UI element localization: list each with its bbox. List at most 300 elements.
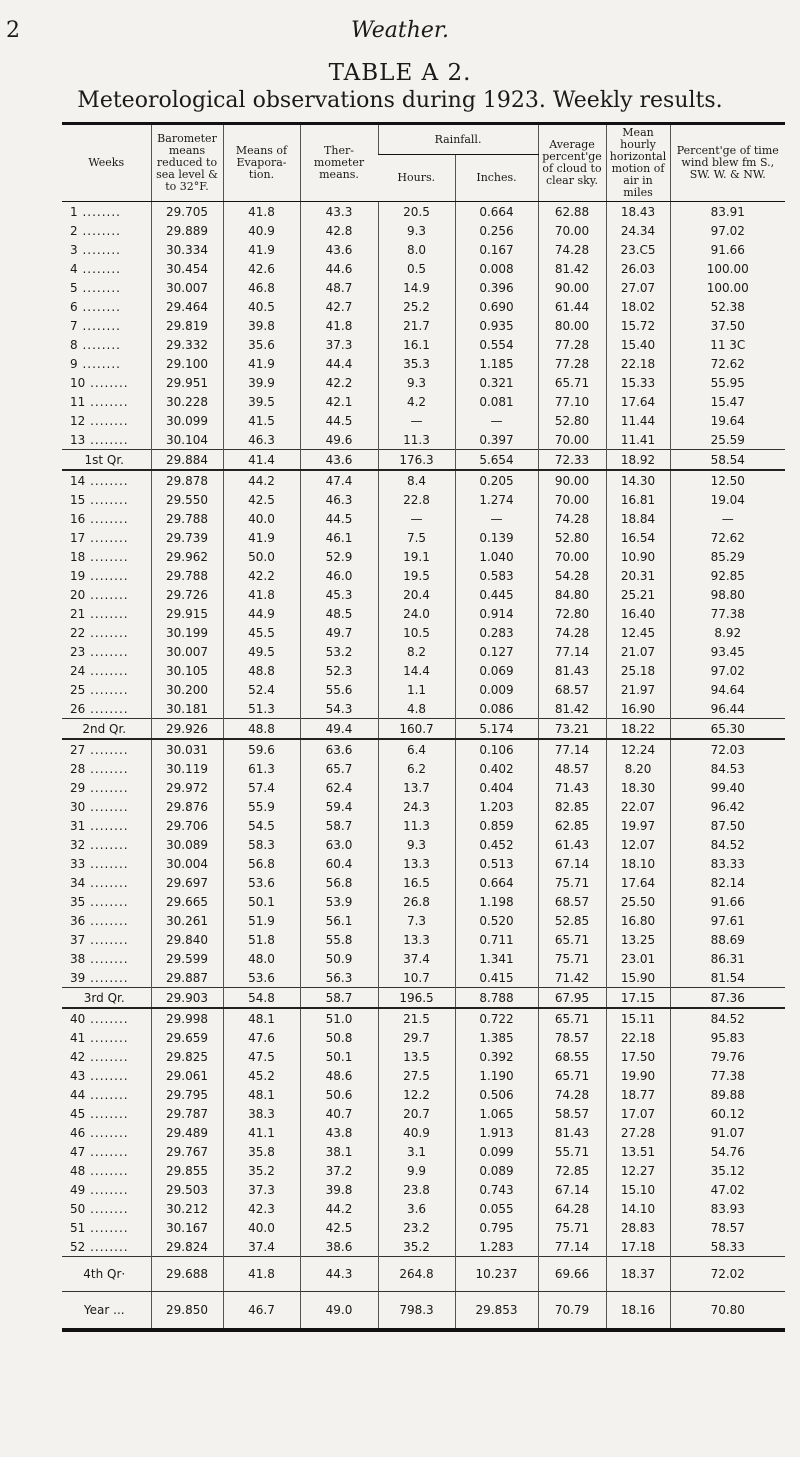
rain-hours-cell: 40.9 xyxy=(378,1123,455,1142)
table-row xyxy=(62,816,785,835)
table-row xyxy=(62,623,785,642)
cloud-cell: 78.57 xyxy=(538,1028,606,1047)
rain-hours-cell: 264.8 xyxy=(378,1257,455,1292)
week-label: 20 ..... xyxy=(62,585,151,604)
evaporation-cell: 40.0 xyxy=(223,509,300,528)
week-label: 3rd Qr. xyxy=(62,988,151,1009)
rain-inches-cell: 0.711 xyxy=(455,930,538,949)
table-row xyxy=(62,854,785,873)
table-row xyxy=(62,1123,785,1142)
cloud-cell: 77.28 xyxy=(538,354,606,373)
week-label: 2nd Qr. xyxy=(62,719,151,740)
evaporation-cell: 52.4 xyxy=(223,680,300,699)
wind-motion-cell: 26.03 xyxy=(606,259,670,278)
thermometer-cell: 56.8 xyxy=(300,873,378,892)
barometer-cell: 29.998 xyxy=(151,1008,223,1028)
rain-inches-cell: 0.089 xyxy=(455,1161,538,1180)
wind-percent-cell: 25.59 xyxy=(670,430,785,450)
evaporation-cell: 35.2 xyxy=(223,1161,300,1180)
week-label: 47 ..... xyxy=(62,1142,151,1161)
rain-hours-cell: 7.5 xyxy=(378,528,455,547)
cloud-cell: 64.28 xyxy=(538,1199,606,1218)
rain-hours-cell: 176.3 xyxy=(378,450,455,471)
evaporation-cell: 41.5 xyxy=(223,411,300,430)
wind-motion-cell: 12.24 xyxy=(606,739,670,759)
evaporation-cell: 42.3 xyxy=(223,1199,300,1218)
thermometer-cell: 65.7 xyxy=(300,759,378,778)
evaporation-cell: 49.5 xyxy=(223,642,300,661)
cloud-cell: 81.42 xyxy=(538,699,606,719)
barometer-cell: 29.903 xyxy=(151,988,223,1009)
wind-motion-cell: 16.90 xyxy=(606,699,670,719)
week-label: 1st Qr. xyxy=(62,450,151,471)
barometer-cell: 29.697 xyxy=(151,873,223,892)
rain-hours-cell: 13.3 xyxy=(378,930,455,949)
table-row xyxy=(62,1161,785,1180)
wind-percent-cell: 82.14 xyxy=(670,873,785,892)
rain-hours-cell: 14.9 xyxy=(378,278,455,297)
thermometer-cell: 50.1 xyxy=(300,1047,378,1066)
cloud-cell: 52.80 xyxy=(538,411,606,430)
rain-inches-cell: 1.185 xyxy=(455,354,538,373)
thermometer-cell: 44.5 xyxy=(300,411,378,430)
table-row xyxy=(62,911,785,930)
cloud-cell: 67.14 xyxy=(538,1180,606,1199)
rain-inches-cell: 0.554 xyxy=(455,335,538,354)
wind-motion-cell: 17.15 xyxy=(606,988,670,1009)
rain-inches-cell: 0.086 xyxy=(455,699,538,719)
evaporation-cell: 41.9 xyxy=(223,528,300,547)
cloud-cell: 84.80 xyxy=(538,585,606,604)
rain-inches-cell: 0.452 xyxy=(455,835,538,854)
rain-hours-cell: 19.5 xyxy=(378,566,455,585)
table-row xyxy=(62,221,785,240)
wind-percent-cell: 58.33 xyxy=(670,1237,785,1257)
rain-hours-cell: 21.7 xyxy=(378,316,455,335)
barometer-cell: 29.825 xyxy=(151,1047,223,1066)
thermometer-cell: 43.8 xyxy=(300,1123,378,1142)
wind-percent-cell: 92.85 xyxy=(670,566,785,585)
wind-motion-cell: 15.40 xyxy=(606,335,670,354)
rain-inches-cell: 1.190 xyxy=(455,1066,538,1085)
rain-inches-cell: 0.127 xyxy=(455,642,538,661)
evaporation-cell: 41.8 xyxy=(223,585,300,604)
week-label: 18 ..... xyxy=(62,547,151,566)
evaporation-cell: 40.5 xyxy=(223,297,300,316)
evaporation-cell: 57.4 xyxy=(223,778,300,797)
rain-hours-cell: 23.8 xyxy=(378,1180,455,1199)
week-label: 45 ..... xyxy=(62,1104,151,1123)
wind-percent-cell: 47.02 xyxy=(670,1180,785,1199)
week-label: 26 ..... xyxy=(62,699,151,719)
table-subtitle: Meteorological observations during 1923. Weekly results. xyxy=(77,88,723,113)
wind-percent-cell: 8.92 xyxy=(670,623,785,642)
evaporation-cell: 47.6 xyxy=(223,1028,300,1047)
table-row xyxy=(62,430,785,450)
week-label: 1 ..... xyxy=(62,202,151,222)
rain-inches-cell: 0.392 xyxy=(455,1047,538,1066)
cloud-cell: 58.57 xyxy=(538,1104,606,1123)
rain-inches-cell: 0.167 xyxy=(455,240,538,259)
barometer-cell: 29.915 xyxy=(151,604,223,623)
wind-motion-cell: 16.40 xyxy=(606,604,670,623)
evaporation-cell: 48.0 xyxy=(223,949,300,968)
wind-percent-cell: 77.38 xyxy=(670,604,785,623)
table-row xyxy=(62,278,785,297)
week-label: 25 ..... xyxy=(62,680,151,699)
evaporation-cell: 44.2 xyxy=(223,470,300,490)
observations-table-wrap xyxy=(62,122,785,1332)
wind-percent-cell: 19.04 xyxy=(670,490,785,509)
rain-inches-cell: 0.396 xyxy=(455,278,538,297)
rain-inches-cell: 0.520 xyxy=(455,911,538,930)
wind-motion-cell: 25.21 xyxy=(606,585,670,604)
barometer-cell: 29.972 xyxy=(151,778,223,797)
rain-hours-cell: 20.5 xyxy=(378,202,455,222)
thermometer-cell: 49.0 xyxy=(300,1292,378,1331)
wind-motion-cell: 13.51 xyxy=(606,1142,670,1161)
table-row xyxy=(62,1085,785,1104)
thermometer-cell: 44.4 xyxy=(300,354,378,373)
wind-motion-cell: 17.64 xyxy=(606,392,670,411)
rain-hours-cell: 798.3 xyxy=(378,1292,455,1331)
rain-inches-cell: 0.009 xyxy=(455,680,538,699)
week-label: 44 ..... xyxy=(62,1085,151,1104)
wind-percent-cell: 83.33 xyxy=(670,854,785,873)
evaporation-cell: 51.8 xyxy=(223,930,300,949)
wind-percent-cell: 93.45 xyxy=(670,642,785,661)
thermometer-cell: 50.6 xyxy=(300,1085,378,1104)
rain-hours-cell: — xyxy=(378,411,455,430)
barometer-cell: 29.889 xyxy=(151,221,223,240)
barometer-cell: 29.788 xyxy=(151,566,223,585)
table-row xyxy=(62,335,785,354)
evaporation-cell: 48.1 xyxy=(223,1008,300,1028)
table-row xyxy=(62,1047,785,1066)
header-thermometer: Ther-mometer means. xyxy=(300,124,378,202)
table-row xyxy=(62,949,785,968)
cloud-cell: 72.33 xyxy=(538,450,606,471)
barometer-cell: 30.007 xyxy=(151,642,223,661)
barometer-cell: 30.261 xyxy=(151,911,223,930)
rain-hours-cell: 22.8 xyxy=(378,490,455,509)
week-label: 16 ..... xyxy=(62,509,151,528)
table-row xyxy=(62,1028,785,1047)
cloud-cell: 52.80 xyxy=(538,528,606,547)
wind-percent-cell: 78.57 xyxy=(670,1218,785,1237)
rain-hours-cell: 0.5 xyxy=(378,259,455,278)
rain-hours-cell: 13.5 xyxy=(378,1047,455,1066)
wind-motion-cell: 15.90 xyxy=(606,968,670,988)
rain-hours-cell: 9.3 xyxy=(378,835,455,854)
barometer-cell: 29.876 xyxy=(151,797,223,816)
wind-motion-cell: 16.81 xyxy=(606,490,670,509)
barometer-cell: 29.100 xyxy=(151,354,223,373)
evaporation-cell: 41.4 xyxy=(223,450,300,471)
thermometer-cell: 52.9 xyxy=(300,547,378,566)
cloud-cell: 55.71 xyxy=(538,1142,606,1161)
wind-motion-cell: 8.20 xyxy=(606,759,670,778)
week-label: 17 ..... xyxy=(62,528,151,547)
barometer-cell: 29.705 xyxy=(151,202,223,222)
evaporation-cell: 54.8 xyxy=(223,988,300,1009)
evaporation-cell: 47.5 xyxy=(223,1047,300,1066)
table-row xyxy=(62,1104,785,1123)
wind-motion-cell: 12.07 xyxy=(606,835,670,854)
rain-hours-cell: 6.2 xyxy=(378,759,455,778)
evaporation-cell: 48.8 xyxy=(223,661,300,680)
wind-motion-cell: 17.50 xyxy=(606,1047,670,1066)
barometer-cell: 29.688 xyxy=(151,1257,223,1292)
header-wind-motion: Mean hourly horizontal motion of air in miles xyxy=(606,124,670,202)
rain-hours-cell: 8.4 xyxy=(378,470,455,490)
rain-inches-cell: 1.203 xyxy=(455,797,538,816)
cloud-cell: 77.10 xyxy=(538,392,606,411)
rain-inches-cell: 0.205 xyxy=(455,470,538,490)
barometer-cell: 29.599 xyxy=(151,949,223,968)
thermometer-cell: 56.1 xyxy=(300,911,378,930)
cloud-cell: 75.71 xyxy=(538,873,606,892)
wind-percent-cell: 91.66 xyxy=(670,892,785,911)
wind-motion-cell: 15.10 xyxy=(606,1180,670,1199)
wind-percent-cell: 91.07 xyxy=(670,1123,785,1142)
cloud-cell: 72.80 xyxy=(538,604,606,623)
table-row xyxy=(62,240,785,259)
week-label: 23 ..... xyxy=(62,642,151,661)
wind-percent-cell: 88.69 xyxy=(670,930,785,949)
rain-inches-cell: 5.174 xyxy=(455,719,538,740)
barometer-cell: 30.004 xyxy=(151,854,223,873)
rain-inches-cell: 0.008 xyxy=(455,259,538,278)
evaporation-cell: 45.5 xyxy=(223,623,300,642)
cloud-cell: 67.95 xyxy=(538,988,606,1009)
cloud-cell: 70.00 xyxy=(538,490,606,509)
rain-hours-cell: 9.3 xyxy=(378,373,455,392)
rain-hours-cell: 10.7 xyxy=(378,968,455,988)
rain-inches-cell: 0.664 xyxy=(455,873,538,892)
barometer-cell: 29.788 xyxy=(151,509,223,528)
wind-percent-cell: 85.29 xyxy=(670,547,785,566)
rain-hours-cell: 27.5 xyxy=(378,1066,455,1085)
barometer-cell: 29.665 xyxy=(151,892,223,911)
wind-percent-cell: 96.44 xyxy=(670,699,785,719)
barometer-cell: 29.962 xyxy=(151,547,223,566)
wind-motion-cell: 20.31 xyxy=(606,566,670,585)
evaporation-cell: 42.6 xyxy=(223,259,300,278)
year-total-row xyxy=(62,1292,785,1331)
evaporation-cell: 53.6 xyxy=(223,873,300,892)
rain-inches-cell: 1.274 xyxy=(455,490,538,509)
evaporation-cell: 41.9 xyxy=(223,240,300,259)
wind-percent-cell: 84.52 xyxy=(670,835,785,854)
thermometer-cell: 43.6 xyxy=(300,450,378,471)
rain-hours-cell: 4.2 xyxy=(378,392,455,411)
barometer-cell: 29.767 xyxy=(151,1142,223,1161)
week-label: 5 ..... xyxy=(62,278,151,297)
table-row xyxy=(62,759,785,778)
cloud-cell: 62.88 xyxy=(538,202,606,222)
wind-motion-cell: 18.37 xyxy=(606,1257,670,1292)
rain-hours-cell: 3.1 xyxy=(378,1142,455,1161)
table-row xyxy=(62,585,785,604)
table-row xyxy=(62,1142,785,1161)
thermometer-cell: 49.7 xyxy=(300,623,378,642)
rain-inches-cell: 0.722 xyxy=(455,1008,538,1028)
wind-percent-cell: 72.03 xyxy=(670,739,785,759)
rain-hours-cell: 24.0 xyxy=(378,604,455,623)
barometer-cell: 30.228 xyxy=(151,392,223,411)
barometer-cell: 30.099 xyxy=(151,411,223,430)
rain-hours-cell: 35.3 xyxy=(378,354,455,373)
table-row xyxy=(62,739,785,759)
thermometer-cell: 38.6 xyxy=(300,1237,378,1257)
wind-percent-cell: 58.54 xyxy=(670,450,785,471)
wind-percent-cell: 94.64 xyxy=(670,680,785,699)
barometer-cell: 30.334 xyxy=(151,240,223,259)
thermometer-cell: 53.2 xyxy=(300,642,378,661)
thermometer-cell: 49.6 xyxy=(300,430,378,450)
wind-percent-cell: 70.80 xyxy=(670,1292,785,1331)
cloud-cell: 74.28 xyxy=(538,1085,606,1104)
evaporation-cell: 41.8 xyxy=(223,1257,300,1292)
barometer-cell: 29.951 xyxy=(151,373,223,392)
table-row xyxy=(62,604,785,623)
rain-inches-cell: 0.402 xyxy=(455,759,538,778)
cloud-cell: 68.55 xyxy=(538,1047,606,1066)
wind-motion-cell: 18.43 xyxy=(606,202,670,222)
wind-motion-cell: 25.18 xyxy=(606,661,670,680)
wind-percent-cell: 83.93 xyxy=(670,1199,785,1218)
barometer-cell: 30.454 xyxy=(151,259,223,278)
thermometer-cell: 40.7 xyxy=(300,1104,378,1123)
wind-percent-cell: 84.52 xyxy=(670,1008,785,1028)
barometer-cell: 30.119 xyxy=(151,759,223,778)
week-label: 42 ..... xyxy=(62,1047,151,1066)
header-evaporation: Means of Evapora-tion. xyxy=(223,124,300,202)
cloud-cell: 65.71 xyxy=(538,930,606,949)
rain-hours-cell: 35.2 xyxy=(378,1237,455,1257)
rain-hours-cell: 23.2 xyxy=(378,1218,455,1237)
barometer-cell: 29.659 xyxy=(151,1028,223,1047)
wind-motion-cell: 19.97 xyxy=(606,816,670,835)
rain-hours-cell: 8.0 xyxy=(378,240,455,259)
cloud-cell: 80.00 xyxy=(538,316,606,335)
rain-hours-cell: 9.3 xyxy=(378,221,455,240)
evaporation-cell: 55.9 xyxy=(223,797,300,816)
wind-percent-cell: 77.38 xyxy=(670,1066,785,1085)
header-wind-percent: Percent'ge of time wind blew fm S., SW. W. & NW. xyxy=(670,124,785,202)
week-label: 3 ..... xyxy=(62,240,151,259)
cloud-cell: 69.66 xyxy=(538,1257,606,1292)
week-label: 40 ..... xyxy=(62,1008,151,1028)
table-row xyxy=(62,930,785,949)
barometer-cell: 30.104 xyxy=(151,430,223,450)
table-row xyxy=(62,642,785,661)
week-label: 29 ..... xyxy=(62,778,151,797)
wind-percent-cell: 89.88 xyxy=(670,1085,785,1104)
thermometer-cell: 63.6 xyxy=(300,739,378,759)
rain-hours-cell: 16.1 xyxy=(378,335,455,354)
week-label: 52 ..... xyxy=(62,1237,151,1257)
week-label: 35 ..... xyxy=(62,892,151,911)
rain-hours-cell: 8.2 xyxy=(378,642,455,661)
cloud-cell: 70.00 xyxy=(538,547,606,566)
barometer-cell: 29.787 xyxy=(151,1104,223,1123)
evaporation-cell: 46.3 xyxy=(223,430,300,450)
barometer-cell: 29.926 xyxy=(151,719,223,740)
wind-motion-cell: 18.16 xyxy=(606,1292,670,1331)
cloud-cell: 67.14 xyxy=(538,854,606,873)
week-label: 34 ..... xyxy=(62,873,151,892)
thermometer-cell: 50.9 xyxy=(300,949,378,968)
wind-percent-cell: — xyxy=(670,509,785,528)
rain-hours-cell: 3.6 xyxy=(378,1199,455,1218)
evaporation-cell: 39.9 xyxy=(223,373,300,392)
cloud-cell: 48.57 xyxy=(538,759,606,778)
week-label: 31 ..... xyxy=(62,816,151,835)
evaporation-cell: 46.8 xyxy=(223,278,300,297)
wind-percent-cell: 55.95 xyxy=(670,373,785,392)
cloud-cell: 70.00 xyxy=(538,430,606,450)
table-row xyxy=(62,968,785,988)
thermometer-cell: 45.3 xyxy=(300,585,378,604)
week-label: 7 ..... xyxy=(62,316,151,335)
wind-percent-cell: 91.66 xyxy=(670,240,785,259)
cloud-cell: 54.28 xyxy=(538,566,606,585)
week-label: 32 ..... xyxy=(62,835,151,854)
cloud-cell: 90.00 xyxy=(538,278,606,297)
wind-percent-cell: 11 3C xyxy=(670,335,785,354)
rain-inches-cell: 10.237 xyxy=(455,1257,538,1292)
wind-percent-cell: 81.54 xyxy=(670,968,785,988)
rain-hours-cell: 1.1 xyxy=(378,680,455,699)
table-row xyxy=(62,873,785,892)
rain-inches-cell: 0.859 xyxy=(455,816,538,835)
thermometer-cell: 46.1 xyxy=(300,528,378,547)
rain-inches-cell: 0.583 xyxy=(455,566,538,585)
wind-motion-cell: 15.11 xyxy=(606,1008,670,1028)
barometer-cell: 29.824 xyxy=(151,1237,223,1257)
barometer-cell: 29.739 xyxy=(151,528,223,547)
table-row xyxy=(62,411,785,430)
rain-inches-cell: 0.106 xyxy=(455,739,538,759)
barometer-cell: 29.819 xyxy=(151,316,223,335)
wind-percent-cell: 95.83 xyxy=(670,1028,785,1047)
thermometer-cell: 55.6 xyxy=(300,680,378,699)
week-label: 13 ..... xyxy=(62,430,151,450)
wind-percent-cell: 52.38 xyxy=(670,297,785,316)
barometer-cell: 29.878 xyxy=(151,470,223,490)
wind-motion-cell: 11.44 xyxy=(606,411,670,430)
cloud-cell: 73.21 xyxy=(538,719,606,740)
thermometer-cell: 44.5 xyxy=(300,509,378,528)
wind-percent-cell: 12.50 xyxy=(670,470,785,490)
cloud-cell: 65.71 xyxy=(538,1008,606,1028)
barometer-cell: 30.031 xyxy=(151,739,223,759)
evaporation-cell: 44.9 xyxy=(223,604,300,623)
thermometer-cell: 50.8 xyxy=(300,1028,378,1047)
rain-inches-cell: 0.914 xyxy=(455,604,538,623)
table-row xyxy=(62,470,785,490)
wind-percent-cell: 35.12 xyxy=(670,1161,785,1180)
rain-inches-cell: 0.664 xyxy=(455,202,538,222)
wind-motion-cell: 18.77 xyxy=(606,1085,670,1104)
week-label: 12 ..... xyxy=(62,411,151,430)
thermometer-cell: 52.3 xyxy=(300,661,378,680)
thermometer-cell: 54.3 xyxy=(300,699,378,719)
wind-percent-cell: 84.53 xyxy=(670,759,785,778)
wind-percent-cell: 19.64 xyxy=(670,411,785,430)
